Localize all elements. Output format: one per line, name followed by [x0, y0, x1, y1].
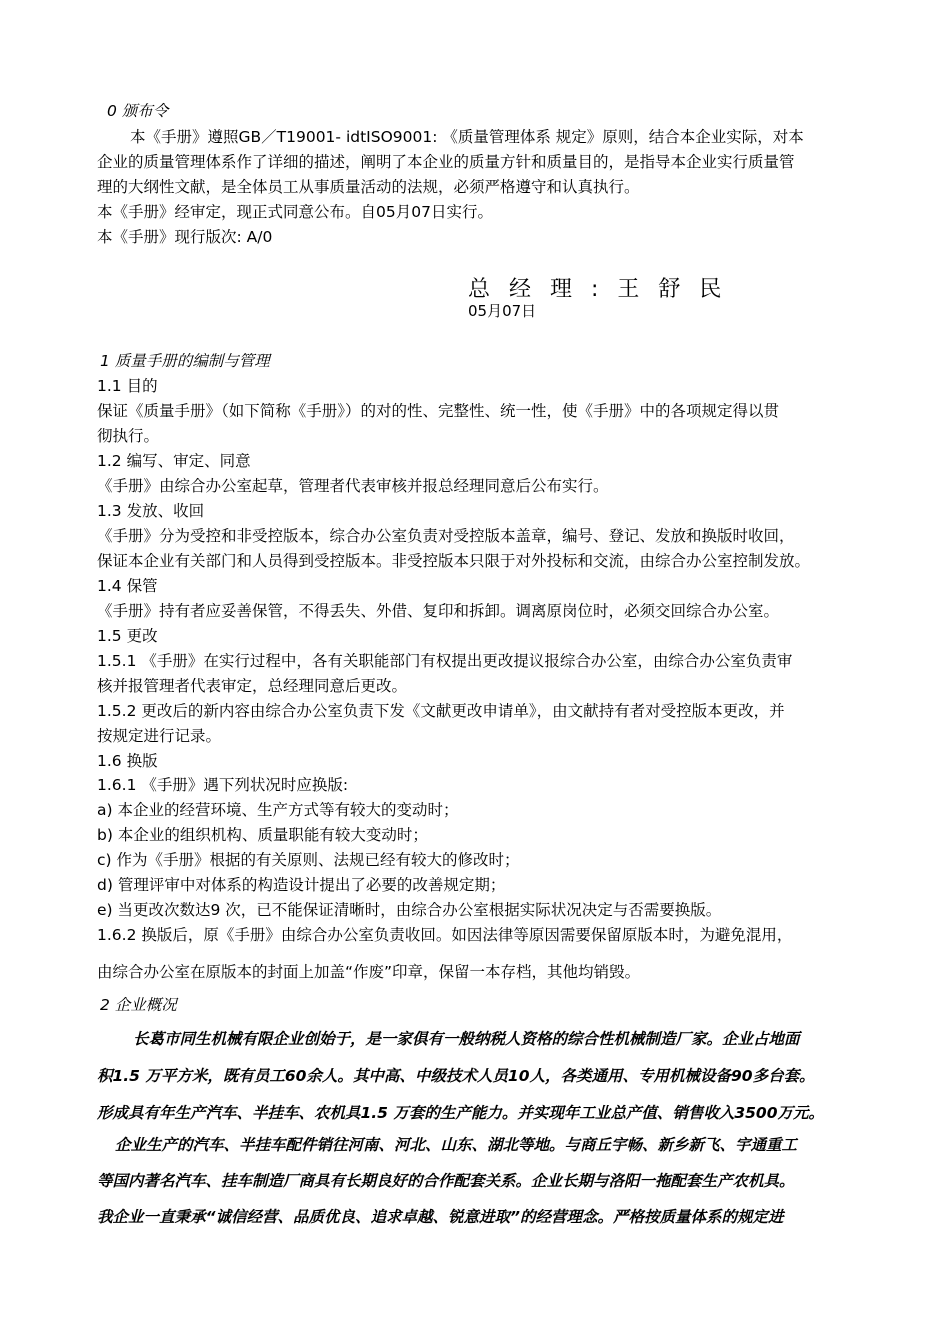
company-overview-line-2: 积1.5 万平方米，既有员工60余人。其中高、中级技术人员10人，各类通用、专用机械设备90多台套。 [97, 1067, 815, 1085]
sign-date: 05月07日 [468, 302, 537, 320]
section-1-1-line-1: 保证《质量手册》（如下简称《手册》）的对的性、完整性、统一性，使《手册》中的各项规定得以贯 [97, 402, 780, 420]
signer-name: 总 经 理 : 王 舒 民 [468, 277, 728, 302]
section-1-3-line-1: 《手册》分为受控和非受控版本，综合办公室负责对受控版本盖章，编号、登记、发放和换版时收回， [97, 527, 795, 545]
list-item-c: c) 作为《手册》根据的有关原则、法规已经有较大的修改时； [97, 851, 520, 869]
section-1-1-title: 1.1 目的 [97, 377, 158, 395]
section-1-1-line-2: 彻执行。 [97, 427, 160, 445]
decree-version-text: 本《手册》现行版次: A/0 [97, 228, 273, 246]
company-overview-line-3: 形成具有年生产汽车、半挂车、农机具1.5 万套的生产能力。并实现年工业总产值、销售收入3500万元。 [97, 1104, 824, 1122]
company-overview-line-6: 我企业一直秉承“诚信经营、品质优良、追求卓越、锐意进取”的经营理念。严格按质量体系的规定进 [97, 1208, 784, 1226]
section-1-5-1-line-2: 核并报管理者代表审定，总经理同意后更改。 [97, 677, 408, 695]
section-1-3-title: 1.3 发放、收回 [97, 502, 205, 520]
section-1-3-line-2: 保证本企业有关部门和人员得到受控版本。非受控版本只限于对外投标和交流，由综合办公室控制发放。 [97, 552, 811, 570]
section-1-4-line-1: 《手册》持有者应妥善保管，不得丢失、外借、复印和拆卸。调离原岗位时，必须交回综合办公室。 [97, 602, 780, 620]
section-1-2-title: 1.2 编写、审定、同意 [97, 452, 251, 470]
section-2-heading: 2 企业概况 [100, 996, 177, 1014]
section-1-5-title: 1.5 更改 [97, 627, 158, 645]
decree-paragraph-line-2: 企业的质量管理体系作了详细的描述，阐明了本企业的质量方针和质量目的，是指导本企业实行质量管 [97, 153, 795, 171]
section-1-5-1-line-1: 1.5.1 《手册》在实行过程中，各有关职能部门有权提出更改提议报综合办公室，由综合办公室负责审 [97, 652, 793, 670]
list-item-a: a) 本企业的经营环境、生产方式等有较大的变动时； [97, 801, 459, 819]
decree-approval-text: 本《手册》经审定，现正式同意公布。自05月07日实行。 [97, 203, 493, 221]
section-1-4-title: 1.4 保管 [97, 577, 158, 595]
section-1-heading: 1 质量手册的编制与管理 [100, 352, 270, 370]
company-overview-line-1: 长葛市同生机械有限企业创始于，是一家俱有一般纳税人资格的综合性机械制造厂家。企业占地面 [133, 1030, 800, 1048]
section-1-5-2-line-1: 1.5.2 更改后的新内容由综合办公室负责下发《文献更改申请单》，由文献持有者对受控版本更改，并 [97, 702, 785, 720]
decree-paragraph-line-3: 理的大纲性文献，是全体员工从事质量活动的法规，必须严格遵守和认真执行。 [97, 178, 640, 196]
list-item-d: d) 管理评审中对体系的构造设计提出了必要的改善规定期； [97, 876, 506, 894]
company-overview-line-5: 等国内著名汽车、挂车制造厂商具有长期良好的合作配套关系。企业长期与洛阳一拖配套生产农机具。 [97, 1172, 795, 1190]
section-1-6-title: 1.6 换版 [97, 752, 158, 770]
section-1-6-2-line-2: 由综合办公室在原版本的封面上加盖“作废”印章，保留一本存档，其他均销毁。 [97, 963, 641, 981]
list-item-e: e) 当更改次数达9 次，已不能保证清晰时，由综合办公室根据实际状况决定与否需要换版。 [97, 901, 722, 919]
decree-heading: 0 颁布令 [107, 102, 169, 120]
section-1-5-2-line-2: 按规定进行记录。 [97, 727, 222, 745]
section-1-6-2-line-1: 1.6.2 换版后，原《手册》由综合办公室负责收回。如因法律等原因需要保留原版本时，为避免混用， [97, 926, 793, 944]
section-1-6-1-text: 1.6.1 《手册》遇下列状况时应换版: [97, 776, 349, 794]
section-1-2-line-1: 《手册》由综合办公室起草，管理者代表审核并报总经理同意后公布实行。 [97, 477, 609, 495]
list-item-b: b) 本企业的组织机构、质量职能有较大变动时； [97, 826, 428, 844]
decree-paragraph-line-1: 本《手册》遵照GB／T19001- idtISO9001: 《质量管理体系 规定》原则，结合本企业实际，对本 [130, 128, 804, 146]
company-overview-line-4: 企业生产的汽车、半挂车配件销往河南、河北、山东、湖北等地。与商丘宇畅、新乡新飞、宇通重工 [115, 1136, 798, 1154]
